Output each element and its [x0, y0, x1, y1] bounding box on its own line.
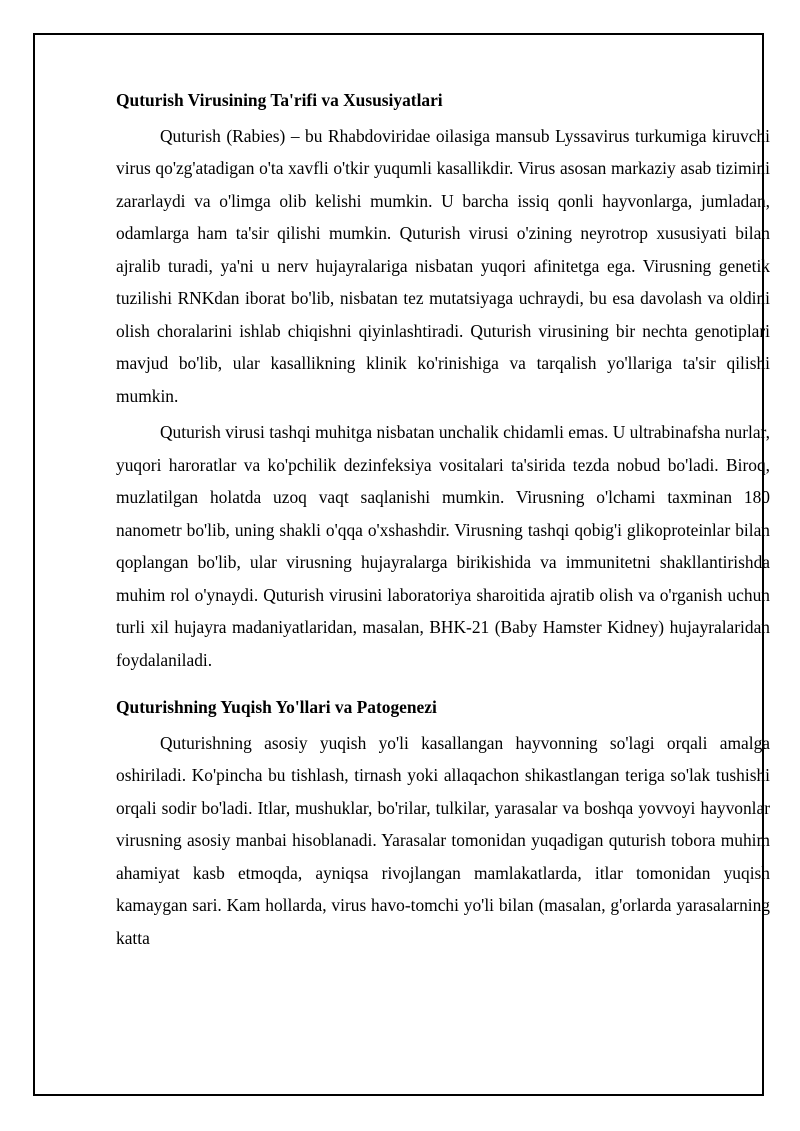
paragraph: Quturish virusi tashqi muhitga nisbatan unchalik chidamli emas. U ultrabinafsha nurlar, yuqori haroratlar va ko'pchilik dezinfeksiya vositalari ta'sirida tezda nobud bo'ladi. Biroq, muzlatilgan holatda uzoq vaqt saqlanishi mumkin. Virusning o'lchami taxminan 180 nanometr bo'lib, uning shakli o'qqa o'xshashdir. Virusning tashqi qobig'i glikoproteinlar bilan qoplangan bo'lib, ular virusning hujayralarga birikishida va immunitetni shakllantirishda muhim rol o'ynaydi. Quturish virusini laboratoriya sharoitida ajratib olish va o'rganish uchun turli xil hujayra madaniyatlaridan, masalan, BHK-21 (Baby Hamster Kidney) hujayralaridan foydalaniladi. [116, 422, 770, 670]
paragraph: Quturish (Rabies) – bu Rhabdoviridae oilasiga mansub Lyssavirus turkumiga kiruvchi virus qo'zg'atadigan o'ta xavfli o'tkir yuqumli kasallikdir. Virus asosan markaziy asab tizimini zararlaydi va o'limga olib kelishi mumkin. U barcha issiq qonli hayvonlarga, jumladan, odamlarga ham ta'sir qilishi mumkin. Quturish virusi o'zining neyrotrop xususiyati bilan ajralib turadi, ya'ni u nerv hujayralariga nisbatan yuqori afinitetga ega. Virusning genetik tuzilishi RNKdan iborat bo'lib, nisbatan tez mutatsiyaga uchraydi, bu esa davolash va oldini olish choralarini ishlab chiqishni qiyinlashtiradi. Quturish virusining bir nechta genotiplari mavjud bo'lib, ular kasallikning klinik ko'rinishiga va tarqalish yo'llariga ta'sir qilishi mumkin. [116, 125, 770, 406]
document-body [116, 84, 770, 958]
section-heading-definition: Quturish Virusining Ta'rifi va Xususiyatlari [116, 90, 443, 110]
section-heading-transmission: Quturishning Yuqish Yo'llari va Patogenezi [116, 697, 437, 717]
paragraph: Quturishning asosiy yuqish yo'li kasallangan hayvonning so'lagi orqali amalga oshiriladi. Ko'pincha bu tishlash, tirnash yoki allaqachon shikastlangan teriga so'lak tushishi orqali sodir bo'ladi. Itlar, mushuklar, bo'rilar, tulkilar, yarasalar va boshqa yovvoyi hayvonlar virusning asosiy manbai hisoblanadi. Yarasalar tomonidan yuqadigan quturish tobora muhim ahamiyat kasb etmoqda, ayniqsa rivojlangan mamlakatlarda, itlar tomonidan yuqish kamaygan sari. Kam hollarda, virus havo-tomchi yo'li bilan (masalan, g'orlarda yarasalarning katta [116, 732, 770, 948]
